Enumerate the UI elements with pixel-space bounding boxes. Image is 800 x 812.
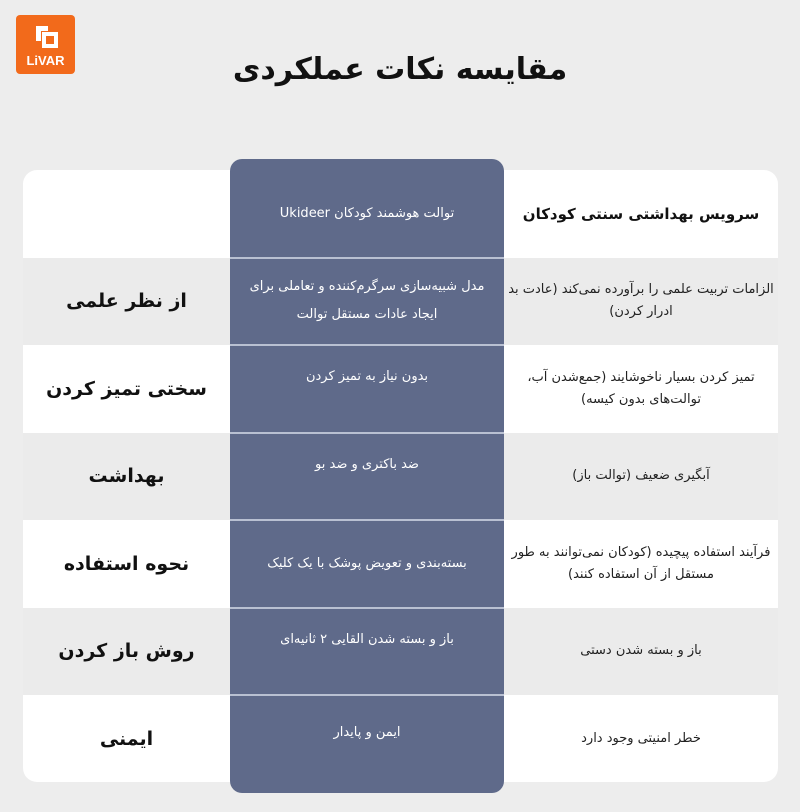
header-ukideer: توالت هوشمند کودکان Ukideer	[279, 205, 455, 221]
traditional-cell: آبگیری ضعیف (توالت باز)	[572, 468, 710, 484]
traditional-cell: خطر امنیتی وجود دارد	[581, 730, 701, 746]
ukideer-column	[230, 159, 504, 793]
row-label: نحوه استفاده	[63, 552, 190, 575]
ukideer-cell: بسته‌بندی و تعویض پوشک با یک کلیک	[267, 555, 467, 571]
row-divider	[230, 432, 504, 434]
row-label: بهداشت	[88, 465, 165, 488]
ukideer-cell: ایمن و پایدار	[333, 725, 401, 740]
ukideer-cell: ضد باکتری و ضد بو	[315, 456, 419, 472]
row-label: سختی تمیز کردن	[46, 377, 207, 400]
row-divider	[230, 519, 504, 521]
row-label: ایمنی	[99, 727, 154, 750]
ukideer-cell: بدون نیاز به تمیز کردن	[305, 369, 429, 384]
traditional-cell: الزامات تربیت علمی را برآورده نمی‌کند (عادت بد ادرار کردن)	[508, 282, 774, 320]
row-divider	[230, 694, 504, 696]
page-title: مقایسه نکات عملکردی	[232, 52, 568, 87]
row-label: از نظر علمی	[66, 290, 187, 313]
row-divider	[230, 344, 504, 346]
row-label: روش باز کردن	[58, 640, 195, 663]
traditional-cell: تمیز کردن بسیار ناخوشایند (جمع‌شدن آب، توالت‌های بدون کیسه)	[527, 369, 755, 407]
logo-text: LiVAR	[26, 53, 65, 68]
header-label	[23, 170, 230, 258]
traditional-cell: باز و بسته شدن دستی	[580, 643, 702, 659]
ukideer-cell: مدل شبیه‌سازی سرگرم‌کننده و تعاملی برای ایجاد عادات مستقل توالت	[249, 279, 485, 323]
traditional-cell: فرآیند استفاده پیچیده (کودکان نمی‌توانند به طور مستقل از آن استفاده کنند)	[511, 544, 771, 582]
row-divider	[230, 257, 504, 259]
header-traditional: سرویس بهداشتی سنتی کودکان	[522, 204, 760, 223]
ukideer-cell: باز و بسته شدن القایی ۲ ثانیه‌ای	[280, 631, 454, 647]
row-divider	[230, 607, 504, 609]
logo-icon	[33, 23, 59, 49]
